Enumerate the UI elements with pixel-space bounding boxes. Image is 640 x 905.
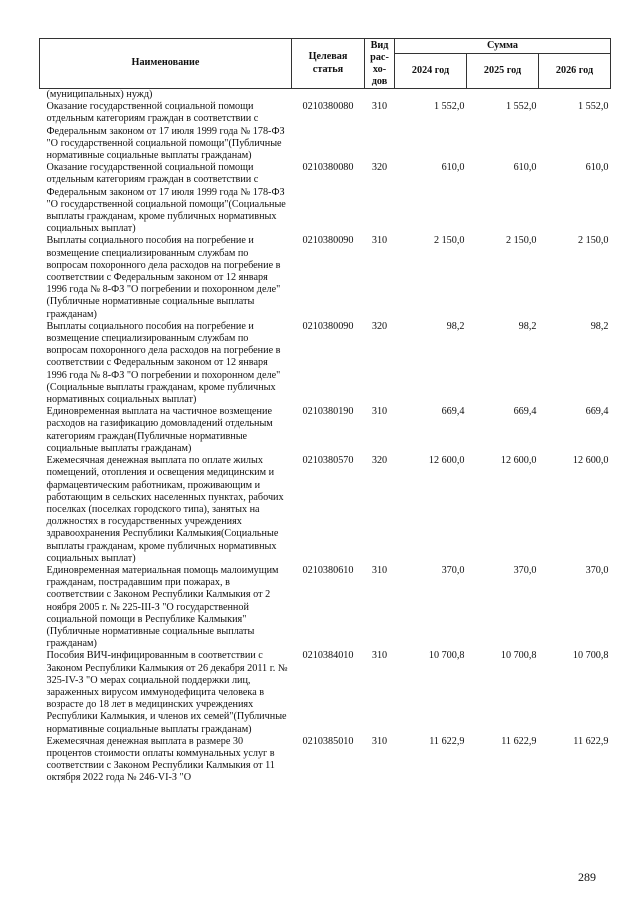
header-expense-type: [365, 39, 395, 89]
row-amount-2025-cell: 98,2: [518, 320, 537, 332]
row-expense-type-cell: 310: [371, 564, 388, 576]
header-year-2026: 2026 год: [539, 54, 611, 89]
table-row: [40, 321, 611, 406]
row-expense-type-cell: 320: [371, 455, 388, 467]
row-name-cell: Оказание государственной социальной помощи отдельным категориям граждан в соответствии с Федеральным законом от 17 июля 1999 года № 178-ФЗ "О государственной социальной помощи"(Социальные выплаты гражданам, кроме публичных нормативных социальных выплат): [46, 162, 286, 235]
table-row: [40, 406, 611, 455]
table-row: [40, 235, 611, 320]
table-row: [40, 89, 611, 102]
row-amount-2024-cell: 2 150,0: [433, 235, 465, 247]
row-target-code-cell: 0210380610: [302, 564, 354, 576]
table-row: [40, 455, 611, 565]
header-year-2024: 2024 год: [395, 54, 467, 89]
budget-table: [39, 38, 611, 785]
header-target-article: Целевая статья: [292, 39, 365, 89]
table-row: [40, 565, 611, 650]
row-amount-2026-cell: 1 552,0: [577, 101, 609, 113]
row-amount-2024-cell: 370,0: [441, 564, 465, 576]
row-amount-2025-cell: 12 600,0: [500, 455, 537, 467]
row-expense-type-cell: 310: [371, 101, 388, 113]
row-target-code-cell: [292, 89, 365, 102]
table-body: [40, 89, 611, 785]
table-row: [40, 101, 611, 162]
header-vid-line: хо-: [372, 63, 387, 75]
header-vid-line: рас-: [370, 51, 389, 63]
row-name-cell: Оказание государственной социальной помощи отдельным категориям граждан в соответствии с Федеральным законом от 17 июля 1999 года № 178-ФЗ "О государственной социальной помощи"(Публичные нормативные социальные выплаты гражданам): [46, 101, 285, 162]
row-expense-type-cell: 320: [371, 320, 388, 332]
row-amount-2026-cell: 370,0: [585, 564, 609, 576]
row-expense-type-cell: 310: [371, 650, 388, 662]
row-target-code-cell: 0210380570: [302, 455, 354, 467]
row-amount-2025-cell: 2 150,0: [505, 235, 537, 247]
row-amount-2026-cell: 10 700,8: [572, 650, 609, 662]
row-amount-2026-cell: 11 622,9: [573, 735, 609, 747]
row-expense-type-cell: 310: [371, 235, 388, 247]
row-amount-2024-cell: 610,0: [441, 162, 465, 174]
row-target-code-cell: 0210380090: [302, 320, 354, 332]
row-name-cell: Выплаты социального пособия на погребение и возмещение специализированным службам по вопросам похоронного дела расходов на погребение в соответствии с Федеральным законом от 12 января 1996 года № 8-ФЗ "О погребении и похоронном деле"(Публичные нормативные социальные выплаты гражданам): [46, 235, 281, 320]
row-amount-2025-cell: 11 622,9: [501, 735, 537, 747]
row-expense-type-cell: 320: [371, 162, 388, 174]
header-vid-line: дов: [371, 75, 388, 87]
row-name-cell: Выплаты социального пособия на погребение и возмещение специализированным службам по вопросам похоронного дела расходов на погребение в соответствии с Федеральным законом от 12 января 1996 года № 8-ФЗ "О погребении и похоронном деле"(Социальные выплаты гражданам, кроме публичных нормативных социальных выплат): [46, 320, 281, 406]
table-header: [40, 39, 611, 89]
row-amount-2025-cell: 370,0: [513, 564, 537, 576]
row-amount-2025-cell: 610,0: [513, 162, 537, 174]
row-amount-2024-cell: 1 552,0: [433, 101, 465, 113]
row-amount-2025-cell: 1 552,0: [505, 101, 537, 113]
row-amount-2024-cell: [395, 89, 467, 102]
row-name-cell: Единовременная материальная помощь малоимущим гражданам, пострадавшим при пожарах, в соответствии с Законом Республики Калмыкия от 2 ноября 2005 г. № 225-III-З "О государственной социальной помощи в Республике Калмыкия"(Публичные нормативные социальные выплаты гражданам): [46, 564, 279, 650]
row-amount-2026-cell: 610,0: [585, 162, 609, 174]
header-year-2025: 2025 год: [467, 54, 539, 89]
table-row: [40, 736, 611, 785]
row-target-code-cell: 0210380080: [302, 162, 354, 174]
row-target-code-cell: 0210385010: [302, 735, 354, 747]
row-amount-2024-cell: 12 600,0: [428, 455, 465, 467]
row-amount-2025-cell: 10 700,8: [500, 650, 537, 662]
row-amount-2024-cell: 10 700,8: [428, 650, 465, 662]
row-amount-2026-cell: 98,2: [590, 320, 609, 332]
header-sum: Сумма: [395, 39, 611, 54]
row-name-cell: Единовременная выплата на частичное возмещение расходов на газификацию домовладений отдельным категориям граждан(Публичные нормативные социальные выплаты гражданам): [46, 406, 273, 454]
row-amount-2025-cell: 669,4: [513, 406, 537, 418]
row-amount-2024-cell: 669,4: [441, 406, 465, 418]
row-amount-2024-cell: 11 622,9: [429, 735, 465, 747]
row-amount-2026-cell: 12 600,0: [572, 455, 609, 467]
table-row: [40, 650, 611, 735]
table-row: [40, 162, 611, 235]
row-target-code-cell: 0210380190: [302, 406, 354, 418]
row-target-code-cell: 0210384010: [302, 650, 354, 662]
header-vid-line: Вид: [370, 39, 389, 51]
page-number: 289: [578, 870, 596, 884]
row-name-cell: Ежемесячная денежная выплата в размере 30 процентов стоимости оплаты коммунальных услуг в соответствии с Законом Республики Калмыкия от 11 октября 2022 года № 246-VI-З "О: [46, 735, 275, 784]
row-target-code-cell: 0210380080: [302, 101, 354, 113]
row-name-cell: (муниципальных) нужд): [46, 89, 153, 100]
row-name-cell: Ежемесячная денежная выплата по оплате жилых помещений, отопления и освещения медицинским и фармацевтическим работникам, проживающим и работающим в сельских населенных пунктах, рабочих поселках (поселках городского типа), занятых на должностях в государственных учреждениях здравоохранения Республики Калмыкия(Социальные выплаты гражданам, кроме публичных нормативных социальных выплат): [46, 455, 284, 564]
header-name: Наименование: [40, 39, 292, 89]
row-amount-2026-cell: [539, 89, 611, 102]
row-target-code-cell: 0210380090: [302, 235, 354, 247]
row-amount-2026-cell: 2 150,0: [577, 235, 609, 247]
row-amount-2025-cell: [467, 89, 539, 102]
row-amount-2024-cell: 98,2: [446, 320, 465, 332]
row-amount-2026-cell: 669,4: [585, 406, 609, 418]
row-expense-type-cell: 310: [371, 406, 388, 418]
row-expense-type-cell: 310: [371, 735, 388, 747]
row-name-cell: Пособия ВИЧ-инфицированным в соответствии с Законом Республики Калмыкия от 26 декабря 2011 г. № 325-IV-З "О мерах социальной поддержки лиц, зараженных вирусом иммунодефицита человека в возрасте до 18 лет в медицинских учреждениях Республики Калмыкия, и членов их семей"(Публичные нормативные социальные выплаты гражданам): [46, 650, 288, 735]
row-expense-type-cell: [365, 89, 395, 102]
